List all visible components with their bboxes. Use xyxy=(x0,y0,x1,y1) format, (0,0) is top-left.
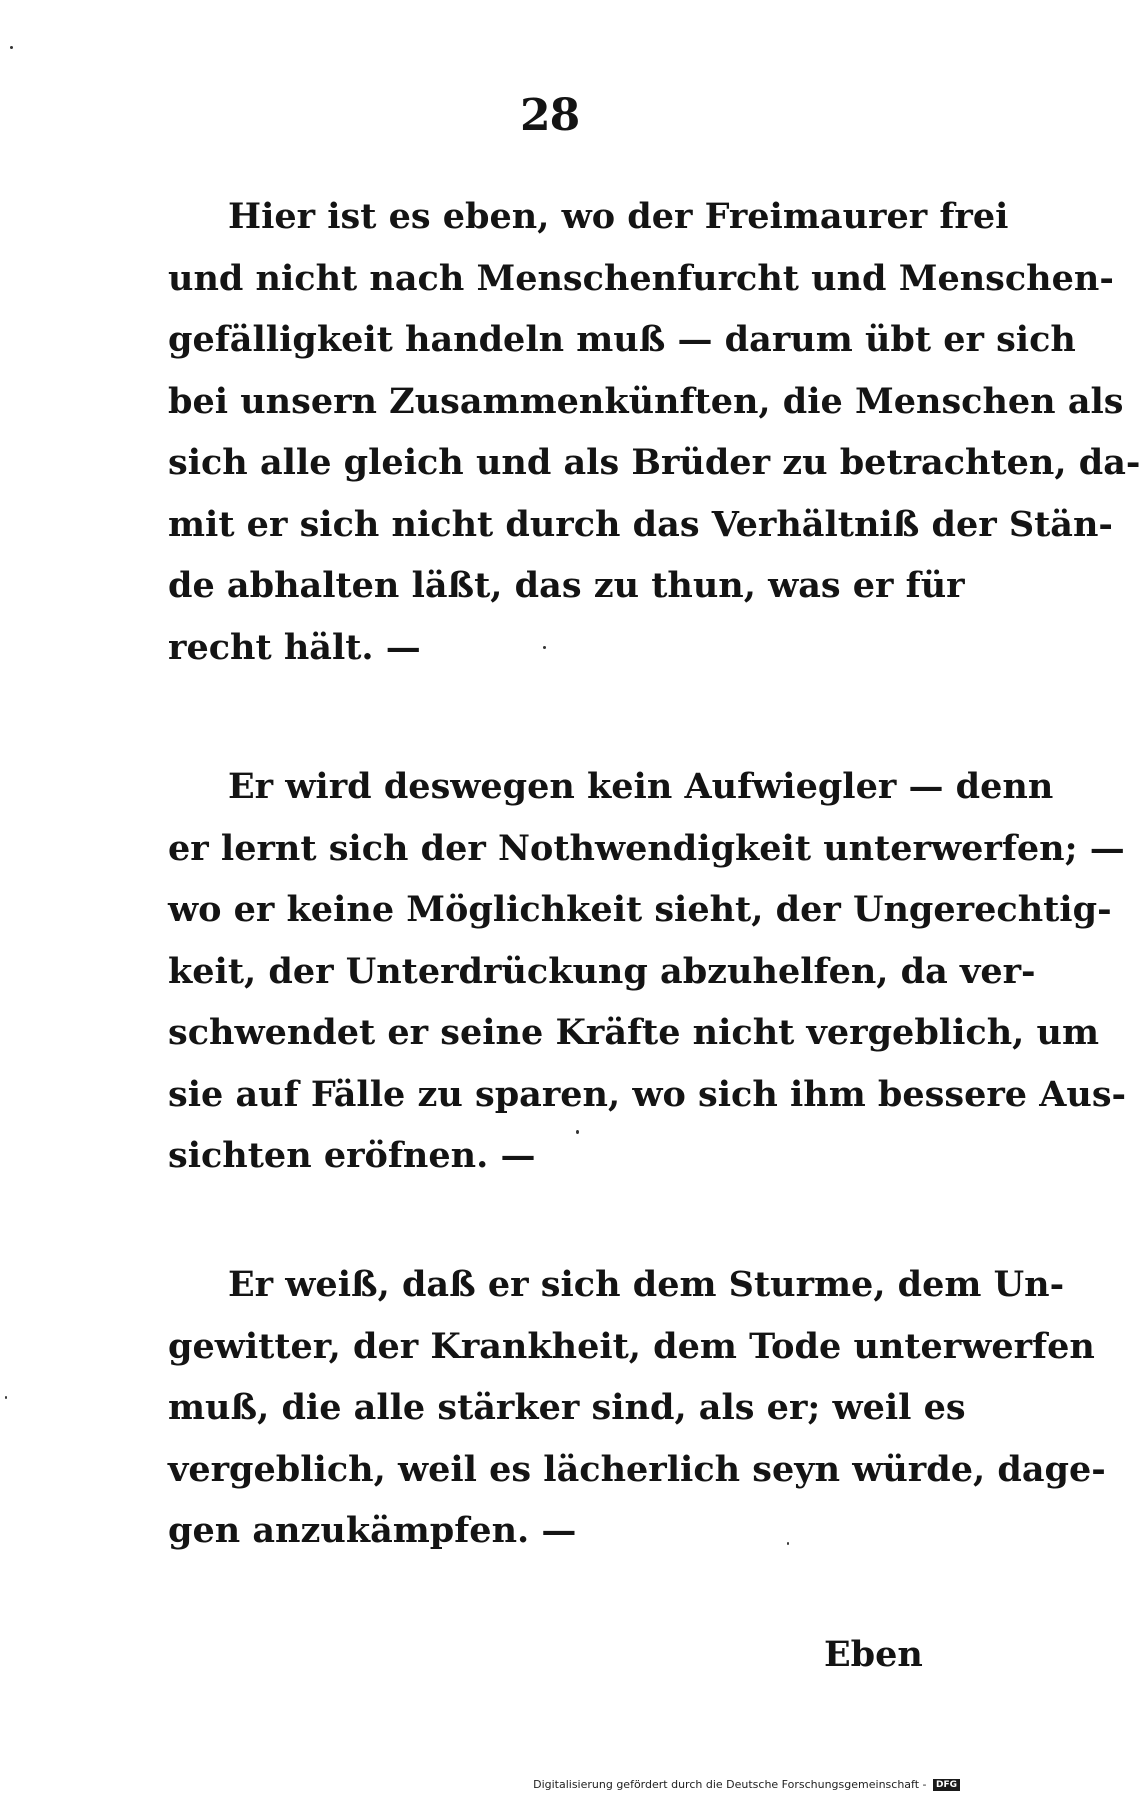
paragraph-1 xyxy=(168,186,1140,678)
text-line: Hier ist es eben, wo der Freimaurer frei xyxy=(228,196,1009,237)
text-line: muß, die alle stärker sind, als er; weil es xyxy=(168,1387,966,1428)
paragraph-3 xyxy=(168,1254,1106,1562)
text-line: und nicht nach Menschenfurcht und Menschen- xyxy=(168,257,1114,299)
text-line: Er weiß, daß er sich dem Sturme, dem Un- xyxy=(228,1264,1065,1305)
dfg-logo: DFG xyxy=(933,1779,960,1791)
text-line: keit, der Unterdrückung abzuhelfen, da ver- xyxy=(168,950,1036,992)
text-line: gen anzukämpfen. — xyxy=(168,1510,577,1551)
text-line: gewitter, der Krankheit, dem Tode unterwerfen xyxy=(168,1325,1095,1367)
text-line: vergeblich, weil es lächerlich seyn würde, dage- xyxy=(168,1448,1106,1490)
catchword: Eben xyxy=(824,1634,923,1675)
paragraph-2 xyxy=(168,756,1127,1187)
text-line: de abhalten läßt, das zu thun, was er für xyxy=(168,565,965,606)
text-line: wo er keine Möglichkeit sieht, der Ungerechtig- xyxy=(168,889,1112,930)
text-line: er lernt sich der Nothwendigkeit unterwerfen; — xyxy=(168,827,1125,869)
page-number: 28 xyxy=(520,90,580,141)
footer-note-text: Digitalisierung gefördert durch die Deutsche Forschungsgemeinschaft - xyxy=(533,1778,927,1791)
text-line: gefälligkeit handeln muß — darum übt er sich xyxy=(168,319,1076,360)
ink-speck xyxy=(5,1396,7,1399)
text-line: sichten eröfnen. — xyxy=(168,1135,536,1176)
ink-speck xyxy=(576,1130,579,1134)
ink-speck xyxy=(543,646,546,649)
text-line: bei unsern Zusammenkünften, die Menschen als xyxy=(168,380,1124,422)
ink-speck xyxy=(787,1542,789,1545)
text-line: sie auf Fälle zu sparen, wo sich ihm bessere Aus- xyxy=(168,1073,1127,1115)
text-line: mit er sich nicht durch das Verhältniß der Stän- xyxy=(168,503,1113,545)
text-line: sich alle gleich und als Brüder zu betrachten, da- xyxy=(168,442,1140,483)
digitization-footer xyxy=(533,1778,960,1791)
ink-speck xyxy=(10,46,13,49)
text-line: schwendet er seine Kräfte nicht vergeblich, um xyxy=(168,1012,1099,1053)
text-line: recht hält. — xyxy=(168,626,421,668)
text-line: Er wird deswegen kein Aufwiegler — denn xyxy=(228,766,1054,807)
